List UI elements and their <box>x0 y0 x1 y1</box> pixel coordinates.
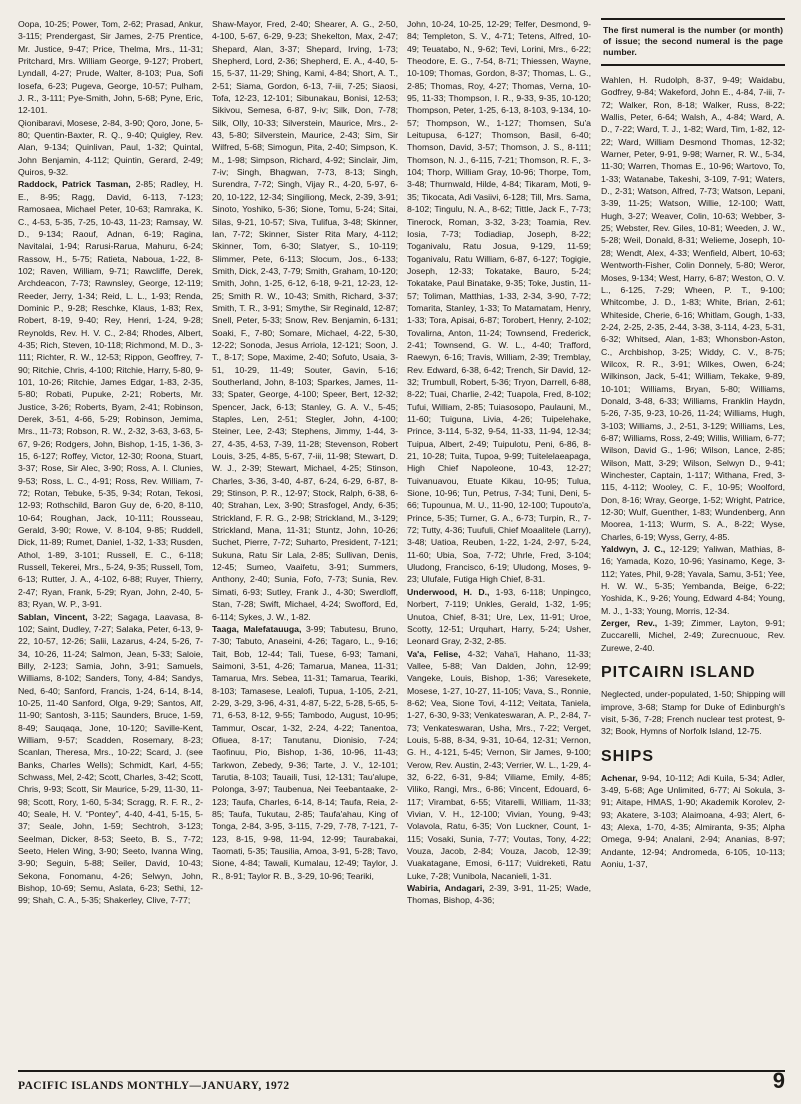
entry-text: 1-39; Zimmer, Layton, 9-91; Zuccarelli, Michel, 2-49; Zurecnuouc, Rev. Zurewe, 2-40. <box>601 618 785 653</box>
index-entries-t <box>212 623 398 882</box>
section-title-pitcairn: PITCAIRN ISLAND <box>601 664 756 682</box>
ships-entries <box>601 772 785 871</box>
index-entries-s-cont: Shaw-Mayor, Fred, 2-40; Shearer, A. G., 2-50, 4-100, 5-67, 6-29, 9-23; Shekelton, Max, 2-47; Shepard, Alan, 3-37; Shepard, Irving, 1-73; Shepherd, Lord, 2-36; Shepherd, E. A., 4-40, 5-15, 5-37, 11-29; Shing, Kami, 4-84; Short, A. T., 2-51; Siama, Gordon, 6-13, 7-iii, 7-25; Siaosi, Tofa, 12-23, 12-101; Sibunakau, Bonisi, 12-53; Sikivou, Semesa, 6-87, 9-iv; Silk, Don, 7-78; Silk, Olly, 10-33; Silverstein, Maurice, Mrs., 2-43, 5-80; Silverstein, Maurice, 2-43; Sim, Sir Wilfred, 5-68; Simogun, Pita, 2-40; Simpson, K. M., 1-98; Simpson, Richard, 4-92; Sinclair, Jim, 7-iv; Singh, Bhagwan, 7-73, 8-13; Singh, Surendra, 7-72; Singh, Vijay R., 4-20, 5-97, 6-20, 10-122, 12-34; Singiliong, Meck, 2-39, 3-91; Sinoto, Yoshiko, 5-36; Sione, Tomu, 5-24; Sitai, Silas, 9-21, 10-57; Siva, Tulifua, 3-48; Skinner, Ian, 7-72; Skinner, Sister Rita Mary, 4-112; Skinner, Tom, 6-30; Slatyer, S., 10-119; Slimmer, Pete, 6-113; Slocum, Jos., 6-133; Smith, Dick, 2-43, 7-79; Smith, Graham, 10-120; Smith, John, 1-25, 6-12, 6-18, 9-21, 12-23, 12-25; Smith R. W., 10-43; Smith, Richard, 3-37; Smith, T. R., 3-91; Smythe, Sir Reginald, 12-87; Snell, Peter, 5-33; Snow, Rev. Benjamin, 6-131; Soaki, F., 7-80; Somare, Michael, 4-22, 5-30, 12-22; Sonoda, Jesus Arriola, 12-121; Soon, J. T., 8-17; Sope, Maxime, 2-40; Sofuto, Usaia, 3-51, 10-29, 11-49; Souter, Gavin, 5-16; Southerland, John, 8-103; Sparkes, James, 11-33; Spater, George, 4-100; Speer, Bert, 12-32; Spencer, Jack, 6-13; Stanley, G. A. V., 5-45; Staples, Len, 2-51; Stegler, John, 4-100; Steiner, Lee, 2-43; Stephens, Jimmy, 1-44, 3-27, 4-35, 4-53, 7-39, 11-28; Stevenson, Robert Louis, 3-25, 4-85, 5-67, 7-iii, 11-98; Stewart, D. W. J., 2-39; Stewart, Michael, 4-25; Stinson, Charles, 3-36, 3-40, 4-87, 6-24, 6-29, 6-87, 8-29; Stinson, P. R., 12-97; Stock, Ralph, 6-38, 6-40; Strahan, Lex, 3-90; Strasfogel, Andy, 6-35; Strickland, F. R. G., 2-98; Strickland, M., 3-129; Strickland, Mana, 11-31; Stuntz, John, 10-26; Suchet, Pierre, 7-72; Suharto, President, 7-121; Sukuna, Ratu Sir Lala, 2-85; Sullivan, Denis, 12-45; Sumeo, Vaaifetu, 3-91; Summers, Anthony, 2-40; Sunia, Fofo, 7-73; Sunia, Rev. Simati, 6-93; Sutley, Frank J., 4-30; Swerdloff, Stan, 7-28; Swift, Michael, 4-24; Swofford, Ed, 6-114; Sykes, J. W., 1-82. <box>212 19 398 622</box>
section-title-ships: SHIPS <box>601 747 655 765</box>
entry-text: 4-32; Vaha'i, Hahano, 11-33; Vallee, 5-88; Van Dalden, John, 12-99; Vangeke, Louis, Bishop, 1-36; Varesekete, Mosese, 1-27, 10-27, 11-105; Vava, S., Ronnie, 8-62; Vea, Sione Tovi, 4-112; Veitata, Taniela, 1-27, 6-30, 9-33; Venkateswaran, A. P., 2-84, 7-73; Venkateswaran, Usha, Mrs., 7-22; Verget, Louis, 5-88, 8-34, 9-31, 10-64, 12-31; Vernon, G. H., 4-121, 5-45; Vernon, Sir James, 9-100; Verow, Rev. Austin, 2-43; Verrier, W. L., 1-29, 4-32, 6-22, 6-31, 9-84; Viliame, Emily, 4-85; Viliko, Rangi, Mrs., 6-86; Vincent, Edouard, 6-117; Virambat, 6-55; Vitarelli, William, 11-33; Vivian, V. H., 12-100; Vivian, Young, 9-43; Volavola, Ratu, 6-35; Von Luckner, Count, 1-115; Vosaki, Sunia, 7-77; Voutas, Tony, 4-22; Vouza, Jacob, 2-84; Vouza, Jacob, 12-39; Vuakatagane, Emosi, 6-117; Vuidreketi, Ratu Luke, 7-28; Vunibola, Nacanieli, 1-31. <box>407 648 591 881</box>
entry-text: 2-85; Radley, H. E., 8-95; Ragg, David, 6-113, 7-123; Ramosaea, Michael Peter, 10-63; Ramraka, K. C., 4-53, 5-35, 7-25, 10-43, 11-23; Ramsay, W. D., 9-134; Raouf, Adnan, 6-19; Ragina, Navitalai, 1-94; Rarusi-Rarua, Mahuru, 6-24; Rassow, H., 5-75; Ratieta, Naboua, 1-22, 8-102; Raven, William, 9-71; Rawcliffe, Derek, Archdeacon, 7-73; Rawnsley, George, 12-119; Reeder, Jerry, 1-34; Reid, L. L., 1-93; Renda, Dominic P., 9-28; Reschke, Klaus, 1-83; Rex, Robert, 8-19, 9-40; Rey, Henri, 1-24, 9-28; Reynolds, Rev. H. V. C., 2-84; Rhodes, Albert, 4-35; Rich, Steven, 10-118; Richmond, M. D., 3-111; Richter, R. W., 12-53; Rippon, Geoffrey, 7-90; Ritchie, Chris, 4-100; Ritchie, Harry, 5-80, 9-101, 10-26; Ritchie, James Edgar, 1-83, 2-35, 5-80; Robati, Pupuke, 2-21; Roberts, Mr. Justice, 3-26; Roberts, Byam, 2-41; Robinson, Derek, 3-51, 4-66, 5-29; Robinson, Jemima, Mrs., 11-73; Robson, R. W., 2-32, 3-63, 3-63, 5-67, 9-26; Rodgers, John, Bishop, 1-15, 1-36, 3-15, 6-127; Roffey, Victor, 12-30; Roona, Stuart, 3-37; Rose, Sir Alec, 3-90; Ross, A. I. Clunies, 9-53; Ross, L. C., 4-91; Ross, Rev. William, 7-72; Rotan, Tebuke, 5-35, 9-34; Rotan, Tekosi, 12-93; Rothschild, Baron Guy de, 6-20, 8-110, 10-64; Roughan, Jack, 10-111; Rousseau, Gerald, 3-90; Rowe, V. 8-104, 9-85; Ruddell, Dick, 11-89; Rumet, Daniel, 1-32, 1-33; Rusden, Athol, 1-89, 3-101; Russell, E. C., 6-118; Russell, Tekerei, Mrs., 5-24, 9-35; Russell, Tom, 6-13; Rutter, J. A., 4-102, 6-88; Ruyer, Thierry, 2-47; Ryan, Frank, 5-29; Ryan, John, 2-40, 5-83; Ryan, W. P., 3-91. <box>18 179 203 610</box>
entry-heading: Va'a, Felise, <box>407 648 461 659</box>
entry-heading: Wabiria, Andagari, <box>407 883 485 894</box>
index-entries-o-p-q: Oopa, 10-25; Power, Tom, 2-62; Prasad, Ankur, 3-115; Prendergast, Sir James, 2-75 Prentice, Mr. Justice, 9-47; Price, Thelma, Mrs., 11-31; Pritchard, Mrs. William George, 9-127; Probert, Lyndall, 4-27; Prude, Walter, 8-103; Pua, Sofi Iosefa, 6-23; Pugeva, George, 10-57; Pulham, J. R., 3-111; Pye-Smith, John, 5-68; Pyne, Eric, 12-101. <box>18 19 203 116</box>
entry-heading: Achenar, <box>601 772 638 783</box>
entry-heading: Yaldwyn, J. C., <box>601 544 666 555</box>
index-entries-r <box>18 178 203 610</box>
index-column-4 <box>601 18 785 1048</box>
entry-text: 12-129; Yaliwan, Mathias, 8-16; Yamada, Kozo, 10-96; Yasinamo, Kege, 3-112; Yates, Phil, 9-28; Yavala, Samu, 3-51; Yee, H. W. W., 5-35; Yembanda, Beige, 6-22; Yoshida, K., 9-26; Young, Edward 4-84; Young, M. J., 1-33; Young, Morris, 12-34. <box>601 544 785 616</box>
entry-text: 3-99; Tabutesu, Bruno, 7-30; Tabuto, Anaseini, 4-26; Tagaro, L., 9-16; Tait, Bob, 12-44; Tali, Tuese, 6-93; Tamani, Saimoni, 3-51, 4-26; Tamarua, Manea, 11-31; Tamarua, Mrs. Sebea, 11-31; Tamarua, Teariki, 8-103; Tamasese, Lealofi, Tupua, 1-105, 2-21, 2-29, 3-29, 3-96, 4-31, 4-87, 5-22, 5-28, 5-65, 5-71, 6-53, 8-12, 9-55; Tambodo, August, 10-95; Tammur, Oscar, 1-32, 2-24, 4-22; Tanentoa, Ofiuea, 8-17; Tanutanu, Dionisio, 7-24; Taofinuu, Pio, Bishop, 1-36, 10-96, 11-43; Tarkwon, Zebedy, 9-36; Tarte, J. V., 12-101; Tarutia, 8-103; Tauaili, Tusi, 12-131; Tau'alupe, Polonga, 3-97; Taubenua, Nei Teebantaake, 2-123; Taufa, Charles, 6-14, 8-14; Taufa, Reia, 2-85; Taufa, Tukutau, 2-85; Taufa'ahau, King of Tonga, 2-84, 3-95, 3-115, 7-29, 7-78, 7-121, 7-123, 8-15, 9-98, 11-94, 12-99; Taurabakai, Taomati, 5-35; Tausilia, Amoa, 3-91, 5-28; Tavo, Sione, 4-84; Tawali, Kumalau, 12-49; Taylor, J. R., 8-91; Taylor R. B., 3-29, 10-96; Teariki, <box>212 623 398 881</box>
page-footer <box>18 1070 785 1094</box>
page-number: 9 <box>772 1068 785 1093</box>
entry-heading: Underwood, H. D., <box>407 586 490 597</box>
entry-text: 3-22; Sagaga, Laavasa, 8-102; Saint, Dudley, 7-27; Salaka, Peter, 6-13, 9-22, 10-57, 12-26; Salii, Lazarus, 4-24, 5-26, 7-34, 10-26, 11-24; Salmon, Jean, 5-33; Saloie, Billy, 2-123; Samia, John, 3-91; Samuels, Williams, 8-102; Sanders, Tony, 4-84; Sandys, Ned, 6-40; Sanford, Francis, 1-24, 6-14, 8-14, 10-25, 11-40 Sanford, Olga, 9-29; Santos, Alf, 11-90; Santosh, 3-115; Saunders, Bruce, 1-59, 8-49; Sauqaqa, Jone, 10-120; Saville-Kent, William, 9-57; Scadden, Rosemary, 8-23; Scanlan, Theresa, Mrs., 10-22; Scard, J. (see Banks, Charles Wells); Schmidt, Karl, 4-55; Schwass, Mel, 2-42; Scott, Charles, 3-42; Scott, Chris, 9-93; Scott, Sir Maurice, 5-29, 11-30, 11-98; Scott, Rory, 1-60, 5-34; Scragg, R. F. R., 2-40; Seale, H. V. “Pontey”, 4-40, 4-41, 5-15, 5-37; Seale, John, 1-59; Sechtroh, 3-123; Seelman, Dicker, 8-53; Seeto, B. S., 7-72; Seeto, Helen Wing, 3-90; Seeto, Ivanna Wing, 3-90; Seguin, 5-88; Seiler, David, 10-43; Sekona, Fonomanu, 4-26; Selwyn, John, Bishop, 10-69; Semu, Aslata, 6-23; Sethi, 12-99; Shah, C. A., 5-35; Shakerley, Clive, 7-77; <box>18 611 203 906</box>
index-note: The first numeral is the number (or month) of issue; the second numeral is the page number. <box>601 18 785 66</box>
index-entries-s <box>18 611 203 907</box>
entry-heading: Raddock, Patrick Tasman, <box>18 179 131 190</box>
index-column-2 <box>212 18 398 1048</box>
index-entries-q: Qionibaravi, Mosese, 2-84, 3-90; Qoro, Jone, 5-80; Quentin-Baxter, R. Q., 9-40; Quigley, Rev. Alan, 9-134; Quinlivan, Paul, 1-32; Quintal, John Benjamin, 4-112; Quintin, Gerard, 2-49; Quiros, 9-32. <box>18 117 203 178</box>
index-entries-u <box>407 586 591 648</box>
entry-text: 1-93, 6-118; Unpingco, Norbert, 7-119; Unkles, Gerald, 1-32, 1-95; Unutoa, Chief, 8-31; Ure, Lex, 11-91; Uroe, Scotty, 12-51; Urquhart, Harry, 5-24; Usher, Leonard Gray, 2-32, 2-85. <box>407 586 591 647</box>
entry-heading: Zerger, Rev., <box>601 618 658 629</box>
entry-heading: Taaga, Malefatauuga, <box>212 623 302 634</box>
entry-text: 9-94, 10-112; Adi Kuila, 5-34; Adler, 3-49, 5-68; Age Unlimited, 6-77; Ai Sokula, 3-91; Aitape, HMAS, 1-90; Akademik Korolev, 2-93; Akatere, 3-103; Alaimoana, 4-93; Alert, 6-43; Alexa, 1-70, 4-35; Almiranta, 9-35; Alpha Omega, 9-94; Analani, 2-94; Ananias, 8-97; Andante, 12-94; Andromeda, 6-105, 10-113; Aoniu, 1-37, <box>601 772 785 869</box>
index-entries-v <box>407 648 591 883</box>
index-entries-y <box>601 543 785 617</box>
entry-heading: Sablan, Vincent, <box>18 611 88 622</box>
pitcairn-entries: Neglected, under-populated, 1-50; Shipping will improve, 3-68; Stamp for Duke of Edinburgh's visit, 5-36, 7-28; French nuclear test protest, 9-32; Book, Hymns of Norfolk Island, 12-75. <box>601 689 785 737</box>
footer-publication: PACIFIC ISLANDS MONTHLY—JANUARY, 1972 <box>18 1080 290 1092</box>
index-entries-t-cont: John, 10-24, 10-25, 12-29; Telfer, Desmond, 9-84; Templeton, S. V., 4-71; Tetens, Alfred, 10-49; Teuatabo, N., 9-62; Tevi, Lorini, Mrs., 6-22; Theodore, E. G., 7-54, 8-71; Thiessen, Wayne, 10-109; Thomas, Gordon, 8-37; Thomas, L. G., 2-85; Thomas, Roy, 4-27; Thomas, Verna, 10-95, 11-33; Thompson, I. R., 9-33, 9-35, 10-120; Thompson, Peter, 1-25, 6-13, 8-103, 9-134, 10-57; Thompson, W., 1-127; Thomsen, Su'a Leitupusa, 6-127; Thomson, Basil, 6-40; Thomson, David, 3-57; Thomson, J. S., 8-111; Thomson, N. J., 6-115, 7-21; Thomson, R. F., 3-104; Thorp, William Gray, 10-96; Thorpe, Tom, 3-48; Thurnwald, Hilde, 4-84; Tikaram, Moti, 9-35; Tikocata, Adi Vasiivi, 6-128; Till, Mrs. Sama, 8-102; Tingulu, N. A., 8-62; Tittle, Jack F., 7-73; Tinerock, Roman, 3-32, 3-23; Toamia, Rev. Iosia, 7-73; Todiadiap, Joseph, 8-22; Toganivalu, Ratu Josua, 9-129, 11-59; Toganivalu, Ratu William, 6-87, 6-127; Togigie, Joseph, 12-33; Tokatake, Bauro, 5-24; Tokatake, Paul Binatake, 9-35; Toke, Justin, 11-57; Toliman, Matthias, 1-33, 2-34, 3-90, 7-72; Tomarita, Stanley, 1-33; To Matamatam, Henry, 1-33; Tora, Apisai, 6-87; Torobert, Henry, 2-102; Tovalirna, Anton, 11-24; Townsend, Frederick, 2-41; Townsend, G. W. L., 4-40; Trafford, Raewyn, 6-16; Travis, William, 2-39; Tremblay, Rev. Edward, 6-38, 6-42; Trench, Sir David, 12-32; Trumbull, Robert, 5-36; Tryon, Darrell, 6-88, 8-22; Tuai, Charlie, 2-42; Tuapola, Fred, 8-102; Tufui, William, 2-85; Tuiasosopo, Paulauni, M., 11-60; Tuiguna, Livia, 4-26; Tuipelehake, Prince, 3-114, 5-32, 9-54, 11-33, 11-94, 12-34; Tuipua, Albert, 2-49; Tuipulotu, Peni, 6-86, 8-21, 10-28; Tuita, Tupoa, 9-99; Tuitelelaeapaga, High Chief Napoleone, 10-43, 12-27; Tuivanuavou, Etuate Kikau, 10-95; Tulua, Sione, 10-96; Tun, Petrus, 7-34; Tuni, Deni, 5-66; Tupounua, M. U., 11-90, 12-100; Tupouto'a, Prince, 5-35; Turner, G. A., 6-73; Turpin, R., 7-72; Tutty, 4-36; Tuufuli, Chief Moaalitele (Larry), 3-48; Uatioa, Reuben, 1-22, 1-24, 2-97, 5-24, 11-60; Ubia, Soa, 7-72; Uhrle, Fred, 3-104; Uludong, Francisco, 6-19; Uludong, Moses, 9-23; Ulufale, Futiga High Chief, 8-31. <box>407 19 591 585</box>
entry-text: 2-39, 3-91, 11-25; Wade, Thomas, Bishop, 4-36; <box>407 883 591 906</box>
index-entries-w-cont: Wahlen, H. Rudolph, 8-37, 9-49; Waidabu, Godfrey, 9-84; Wakeford, John E., 4-84, 7-iii, 7-72; Walker, Ron, 8-18; Walker, Russ, 8-22; Wallis, Peter, 6-64; Walsh, A., 4-84; Ward, A. D., 7-22; Ward, T. J., 1-82; Ward, Tim, 1-82, 12-22; Ward, William Desmond Thomas, 12-32; Warner, Peter, 9-91, 9-98; Warner, R. W., 5-34, 11-30; Warren, Thomas E., 10-96; Wartovo, To, 1-33; Watanabe, Takeshi, 3-109, 7-91; Waters, D., 2-31; Watson, Alfred, 7-73; Watson, Lepani, 3-39, 11-25; Watson, Willie, 12-100; Watt, Hugh, 3-27; Weaver, Colin, 10-63; Webber, 3-25; Webster, Rev. Giles, 10-81; Weeden, J. W., 5-28; Weil, Donald, 8-31; Welieme, Joseph, 10-28; Wendt, Alex, 4-33; Wenfield, Albert, 10-63; Wentworth-Fisher, Colin Donnely, 5-80; Weror, Moses, 9-134; West, Harry, 6-87; Weston, O. V. L., 6-125, 7-29; Wheen, P. T., 9-100; Whitcombe, J. D., 1-83; White, Brian, 2-61; Whiteside, Cherie, 6-16; Whitlam, Gough, 1-33, 2-24, 2-25, 2-35, 2-44, 3-38, 3-114, 4-23, 5-31, 6-32; Whitsed, Alan, 1-83; Whonsbon-Aston, C., Archbishop, 3-25; Widdy, C. V., 8-75; Wilcox, R. R., 3-91; Wilkes, Owen, 6-24; Wilkinson, Jack, 5-41; William, Tekake, 9-89, 10-101; Williams, Bryan, 5-80; Williams, Donald, 3-48, 6-33; Williams, Franklin Haydn, 5-26, 7-35, 9-23, 10-26, 11-24; Williams, Hugh, 3-103; Williams, J., 2-51, 3-129; Williams, Les, 6-87; Williams, Ross, 2-49; Willis, William, 6-77; Wilson, David G., 1-96; Wilson, Lance, 2-85; Wilson, Matt, 3-29; Wilson, Selwyn D., 9-41; Winchester, Captain, 1-117; Withana, Fred, 3-115, 4-112; Wooley, C. F., 10-95; Woolford, Don, 8-16; Wray, George, 1-52; Wright, Patrice, 12-30; Wulf, Guenther, 1-83; Wundenberg, Ann Moorea, 1-113; Wurm, S. A., 8-22; Wyse, Charles, 6-19; Wyss, Gerry, 4-85. <box>601 75 785 542</box>
index-column-3 <box>407 18 591 1048</box>
index-entries-z <box>601 617 785 654</box>
index-entries-w <box>407 882 591 907</box>
index-column-1 <box>18 18 203 1048</box>
